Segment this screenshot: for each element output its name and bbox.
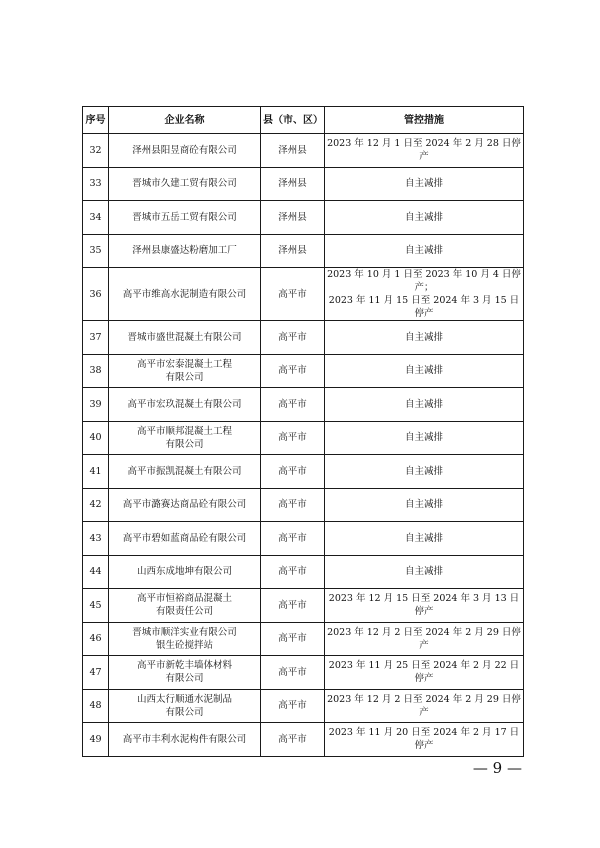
header-county: 县（市、区） xyxy=(261,107,325,134)
row-county: 高平市 xyxy=(261,354,325,388)
row-county: 高平市 xyxy=(261,321,325,355)
row-county: 泽州县 xyxy=(261,234,325,268)
row-company-name: 高平市维高水泥制造有限公司 xyxy=(109,268,261,321)
table-row xyxy=(83,723,524,757)
row-county: 高平市 xyxy=(261,488,325,522)
row-measure: 自主减排 xyxy=(325,167,524,201)
row-company-name: 高平市碧如蓝商品砼有限公司 xyxy=(109,522,261,556)
table-row xyxy=(83,488,524,522)
table-row xyxy=(83,234,524,268)
row-serial: 49 xyxy=(83,723,109,757)
row-company-name: 晋城市盛世混凝土有限公司 xyxy=(109,321,261,355)
row-measure: 自主减排 xyxy=(325,421,524,455)
row-serial: 42 xyxy=(83,488,109,522)
row-measure: 自主减排 xyxy=(325,354,524,388)
row-company-name: 高平市恒裕商品混凝土 有限责任公司 xyxy=(109,589,261,623)
table-row xyxy=(83,201,524,235)
row-serial: 47 xyxy=(83,656,109,690)
table-row xyxy=(83,522,524,556)
table-row xyxy=(83,455,524,489)
row-county: 高平市 xyxy=(261,589,325,623)
table-row xyxy=(83,656,524,690)
row-measure: 2023 年 11 月 20 日至 2024 年 2 月 17 日停产 xyxy=(325,723,524,757)
row-serial: 34 xyxy=(83,201,109,235)
table-row xyxy=(83,134,524,168)
row-county: 高平市 xyxy=(261,723,325,757)
row-measure: 2023 年 10 月 1 日至 2023 年 10 月 4 日停产； 2023 年 11 月 15 日至 2024 年 3 月 15 日停产 xyxy=(325,268,524,321)
row-company-name: 泽州县阳昱商砼有限公司 xyxy=(109,134,261,168)
row-company-name: 高平市宏泰混凝土工程 有限公司 xyxy=(109,354,261,388)
row-measure: 自主减排 xyxy=(325,321,524,355)
table-row xyxy=(83,622,524,656)
row-company-name: 高平市丰利水泥构件有限公司 xyxy=(109,723,261,757)
row-serial: 37 xyxy=(83,321,109,355)
header-company: 企业名称 xyxy=(109,107,261,134)
row-county: 高平市 xyxy=(261,455,325,489)
table-row xyxy=(83,689,524,723)
row-county: 泽州县 xyxy=(261,167,325,201)
row-company-name: 晋城市顺洋实业有限公司 银生砼搅拌站 xyxy=(109,622,261,656)
table-row xyxy=(83,589,524,623)
row-company-name: 晋城市久建工贸有限公司 xyxy=(109,167,261,201)
row-county: 泽州县 xyxy=(261,201,325,235)
row-company-name: 高平市顺邦混凝土工程 有限公司 xyxy=(109,421,261,455)
row-company-name: 泽州县康盛达粉磨加工厂 xyxy=(109,234,261,268)
table-header-row xyxy=(83,107,524,134)
row-serial: 48 xyxy=(83,689,109,723)
row-county: 高平市 xyxy=(261,555,325,589)
row-measure: 2023 年 12 月 1 日至 2024 年 2 月 28 日停产 xyxy=(325,134,524,168)
row-company-name: 高平市宏玖混凝土有限公司 xyxy=(109,388,261,422)
table-row xyxy=(83,421,524,455)
row-serial: 33 xyxy=(83,167,109,201)
row-serial: 45 xyxy=(83,589,109,623)
row-county: 高平市 xyxy=(261,689,325,723)
table-row xyxy=(83,354,524,388)
row-county: 高平市 xyxy=(261,268,325,321)
row-company-name: 山西东成地坤有限公司 xyxy=(109,555,261,589)
row-serial: 41 xyxy=(83,455,109,489)
row-serial: 40 xyxy=(83,421,109,455)
row-company-name: 晋城市五岳工贸有限公司 xyxy=(109,201,261,235)
row-measure: 自主减排 xyxy=(325,234,524,268)
row-measure: 自主减排 xyxy=(325,455,524,489)
row-county: 高平市 xyxy=(261,522,325,556)
header-measure: 管控措施 xyxy=(325,107,524,134)
row-serial: 38 xyxy=(83,354,109,388)
row-company-name: 高平市振凯混凝土有限公司 xyxy=(109,455,261,489)
page-number: — 9 — xyxy=(472,759,522,777)
control-measures-table xyxy=(82,106,524,757)
row-serial: 36 xyxy=(83,268,109,321)
row-serial: 46 xyxy=(83,622,109,656)
row-measure: 自主减排 xyxy=(325,201,524,235)
row-county: 高平市 xyxy=(261,622,325,656)
row-serial: 32 xyxy=(83,134,109,168)
table-body xyxy=(83,134,524,757)
row-serial: 44 xyxy=(83,555,109,589)
row-company-name: 高平市新乾丰墙体材料 有限公司 xyxy=(109,656,261,690)
header-serial: 序号 xyxy=(83,107,109,134)
row-measure: 自主减排 xyxy=(325,388,524,422)
row-measure: 自主减排 xyxy=(325,555,524,589)
row-company-name: 山西太行顺通水泥制品 有限公司 xyxy=(109,689,261,723)
table-row xyxy=(83,321,524,355)
row-serial: 35 xyxy=(83,234,109,268)
table-row xyxy=(83,268,524,321)
row-county: 泽州县 xyxy=(261,134,325,168)
row-county: 高平市 xyxy=(261,421,325,455)
row-serial: 39 xyxy=(83,388,109,422)
row-serial: 43 xyxy=(83,522,109,556)
row-county: 高平市 xyxy=(261,388,325,422)
table-row xyxy=(83,555,524,589)
table-row xyxy=(83,167,524,201)
row-measure: 2023 年 11 月 25 日至 2024 年 2 月 22 日停产 xyxy=(325,656,524,690)
row-measure: 自主减排 xyxy=(325,522,524,556)
table-row xyxy=(83,388,524,422)
row-company-name: 高平市潞赛达商品砼有限公司 xyxy=(109,488,261,522)
row-measure: 2023 年 12 月 2 日至 2024 年 2 月 29 日停产 xyxy=(325,689,524,723)
row-measure: 2023 年 12 月 2 日至 2024 年 2 月 29 日停产 xyxy=(325,622,524,656)
row-measure: 自主减排 xyxy=(325,488,524,522)
row-county: 高平市 xyxy=(261,656,325,690)
row-measure: 2023 年 12 月 15 日至 2024 年 3 月 13 日停产 xyxy=(325,589,524,623)
